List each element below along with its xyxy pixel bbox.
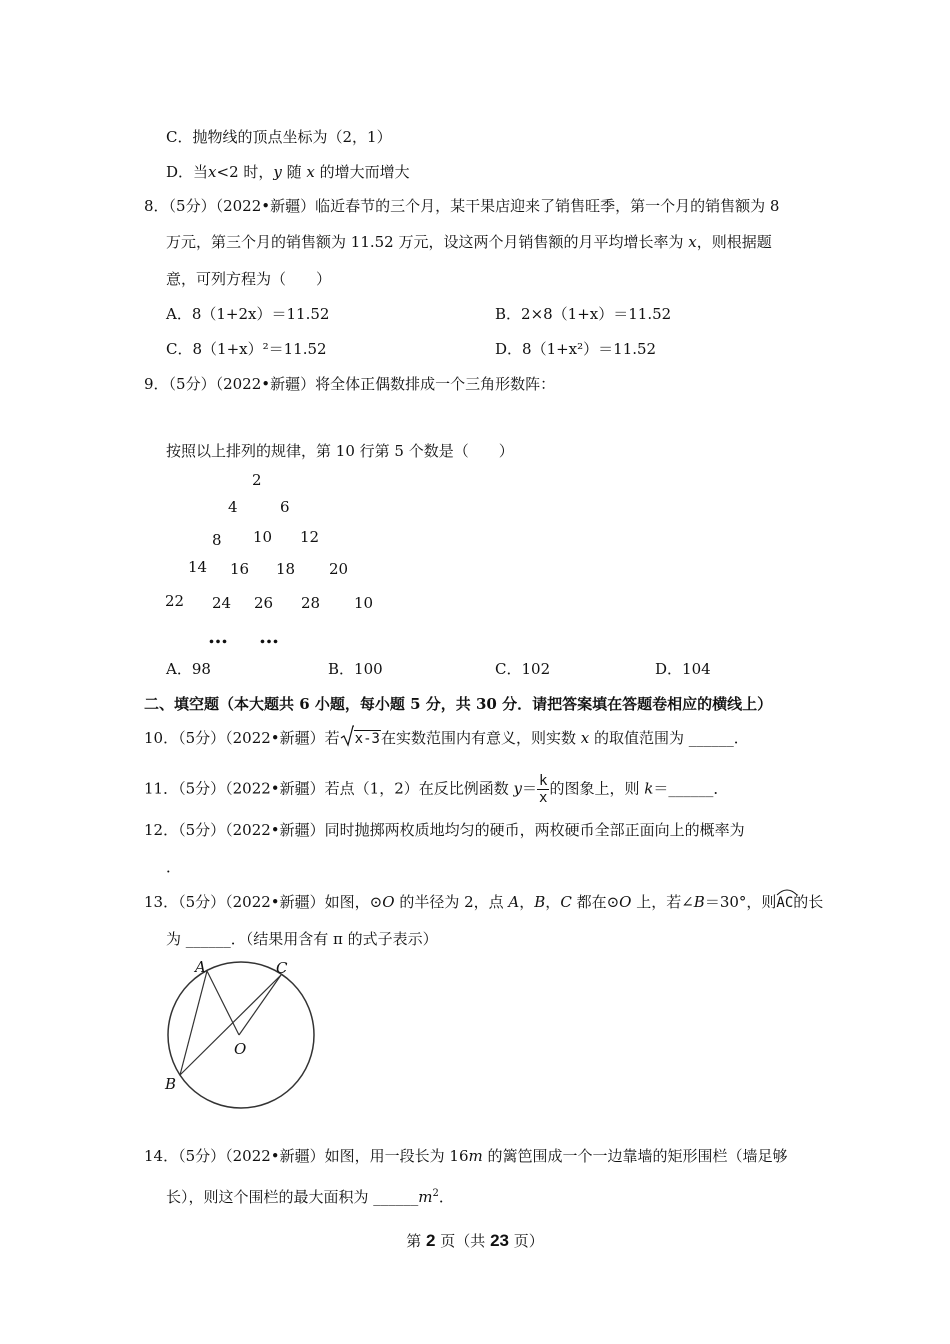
triangle-number: 10: [253, 528, 273, 546]
q14-line-1: 14．（5分）（2022•新疆）如图，用一段长为 16m 的篱笆围成一个一边靠墙的矩形围栏（墙足够: [144, 1147, 788, 1165]
q8-line-2: 万元，第三个月的销售额为 11.52 万元，设这两个月销售额的月平均增长率为 x，则根据题: [166, 233, 772, 251]
page-total: 23: [490, 1231, 509, 1250]
arc-notation: AC: [776, 893, 793, 913]
triangle-number: 28: [301, 594, 321, 612]
q12-line-1: 12．（5分）（2022•新疆）同时抛掷两枚质地均匀的硬币，两枚硬币全部正面向上的概率为: [144, 821, 745, 839]
q9-option-b: B．100: [328, 660, 383, 678]
triangle-ellipsis: …: [259, 624, 280, 648]
page-footer: 第 2 页（共 23 页）: [406, 1231, 544, 1250]
q9-option-a: A．98: [166, 660, 211, 678]
triangle-number: 4: [228, 498, 238, 516]
q14-line-2: 长），则这个围栏的最大面积为 $\_\_\_\_\_\_m^2$．: [166, 1188, 454, 1206]
triangle-ellipsis: …: [208, 624, 229, 648]
q8-option-a: A．8（1+2x）＝11.52: [166, 305, 330, 323]
q11-line: 11．（5分）（2022•新疆）若点（1，2）在反比例函数 y＝ $\frac{k}{x}$ 的图象上，则 k＝______．: [144, 773, 729, 806]
triangle-number: 14: [188, 558, 208, 576]
page-number: 2: [426, 1231, 436, 1250]
label-o: O: [234, 1040, 247, 1058]
q8-line-3: 意，可列方程为（ ）: [166, 270, 332, 288]
segment-bc: [180, 975, 281, 1075]
q13-line-1: 13．（5分）（2022•新疆）如图，⊙O 的半径为 2，点 A，B，C 都在⊙O 上，若∠B＝30°，则 AC的长: [144, 892, 823, 913]
q9-option-c: C．102: [495, 660, 551, 678]
segment-oc: [239, 975, 281, 1035]
q10-line: 10．（5分）（2022•新疆）若 x-3在实数范围内有意义，则实数 x 的取值范围为 ______．: [144, 728, 749, 749]
q8-option-d: D．8（1+x²）＝11.52: [495, 340, 657, 358]
triangle-number: 10: [354, 594, 374, 612]
label-c: C: [276, 959, 288, 977]
square-root: x-3: [340, 728, 381, 749]
triangle-number: 26: [254, 594, 274, 612]
triangle-number: 20: [329, 560, 349, 578]
triangle-number: 22: [165, 592, 185, 610]
q9-line-2: 按照以上排列的规律，第 10 行第 5 个数是（ ）: [166, 442, 514, 460]
q7-option-c: C．抛物线的顶点坐标为（2，1）: [166, 128, 392, 146]
triangle-number: 6: [280, 498, 290, 516]
segment-ao: [207, 971, 239, 1035]
q8-option-b: B．2×8（1+x）＝11.52: [495, 305, 672, 323]
triangle-number: 24: [212, 594, 232, 612]
label-b: B: [165, 1075, 177, 1093]
section-heading: 二、填空题（本大题共 6 小题，每小题 5 分，共 30 分．请把答案填在答题卷相应的横线上）: [144, 695, 773, 713]
label-a: A: [195, 958, 206, 976]
q8-option-c: C．8（1+x）²＝11.52: [166, 340, 327, 358]
triangle-number: 12: [300, 528, 320, 546]
q12-line-2: ．: [166, 858, 182, 876]
fraction: $\frac{k}{x}$: [539, 773, 548, 806]
q13-line-2: 为 ______．（结果用含有 π 的式子表示）: [166, 930, 438, 948]
triangle-number: 16: [230, 560, 250, 578]
triangle-number: 2: [252, 471, 262, 489]
q9-option-d: D．104: [655, 660, 711, 678]
circle-figure: [155, 955, 335, 1115]
triangle-number: 18: [276, 560, 296, 578]
q8-line-1: 8．（5分）（2022•新疆）临近春节的三个月，某干果店迎来了销售旺季，第一个月的销售额为 8: [144, 197, 780, 215]
q9-line-1: 9．（5分）（2022•新疆）将全体正偶数排成一个三角形数阵：: [144, 375, 556, 393]
segment-ab: [180, 971, 207, 1075]
triangle-number: 8: [212, 531, 222, 549]
q7-option-d: D．当x<2 时，y 随 x 的增大而增大: [166, 163, 410, 181]
